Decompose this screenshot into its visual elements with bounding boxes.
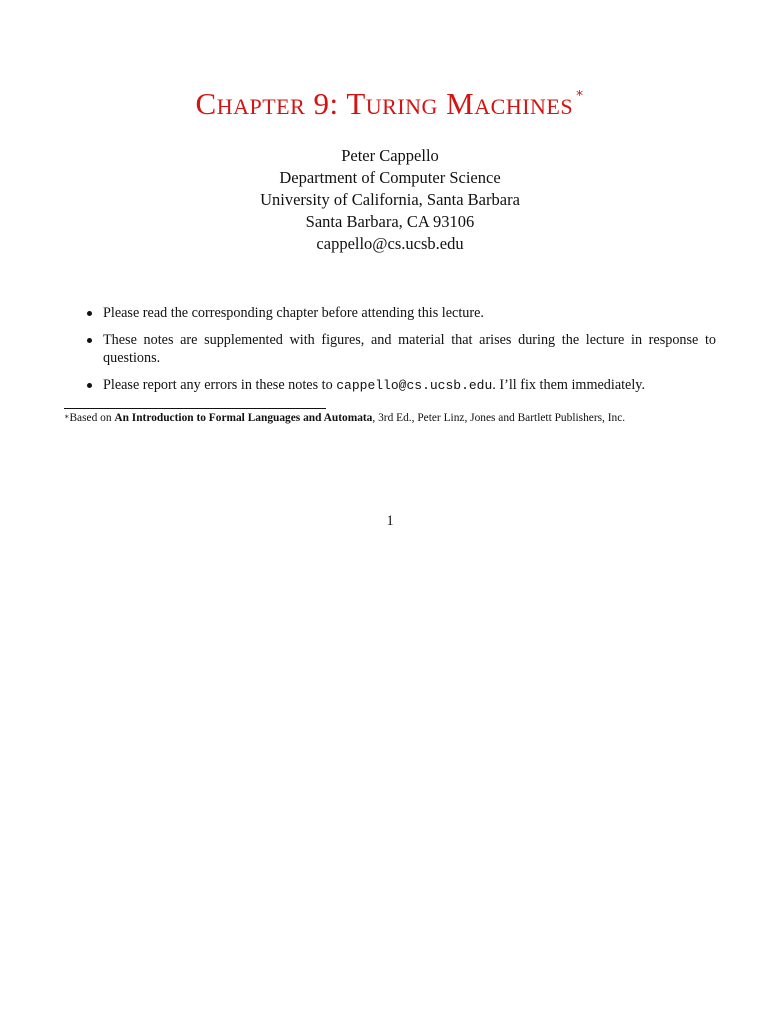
author-block xyxy=(0,145,768,255)
footnote xyxy=(64,411,715,425)
footnote-suffix: , 3rd Ed., Peter Linz, Jones and Bartlett Publishers, Inc. xyxy=(372,412,626,424)
bullet-text: Please read the corresponding chapter before attending this lecture. xyxy=(103,305,484,321)
footnote-book-title: An Introduction to Formal Languages and Automata xyxy=(114,412,373,424)
bullet-list xyxy=(84,304,716,404)
report-email-link[interactable]: cappello@cs.ucsb.edu xyxy=(336,378,493,393)
author-department: Department of Computer Science xyxy=(279,168,501,187)
bullet-item-report-errors xyxy=(84,376,716,395)
author-university: University of California, Santa Barbara xyxy=(260,190,520,209)
title-footnote-mark: ∗ xyxy=(575,85,585,100)
author-name: Peter Cappello xyxy=(341,146,439,165)
bullet-icon xyxy=(87,383,92,388)
bullet-text-suffix: . I’ll fix them immediately. xyxy=(492,377,646,393)
author-city: Santa Barbara, CA 93106 xyxy=(305,212,475,231)
page-number: 1 xyxy=(386,513,394,529)
chapter-title-text: Chapter 9: Turing Machines xyxy=(195,86,574,121)
author-email: cappello@cs.ucsb.edu xyxy=(316,234,464,253)
bullet-text-prefix: Please report any errors in these notes to xyxy=(103,377,337,393)
footnote-prefix: Based on xyxy=(69,412,115,424)
bullet-icon xyxy=(87,311,92,316)
bullet-text: These notes are supplemented with figures, and material that arises during the lecture in response to questions. xyxy=(103,332,716,366)
bullet-item-supplemented xyxy=(84,331,716,367)
bullet-item-read-chapter xyxy=(84,304,716,322)
footnote-divider xyxy=(64,408,326,409)
bullet-icon xyxy=(87,338,92,343)
footnote-mark: ∗ xyxy=(64,412,70,421)
chapter-title xyxy=(0,85,768,121)
